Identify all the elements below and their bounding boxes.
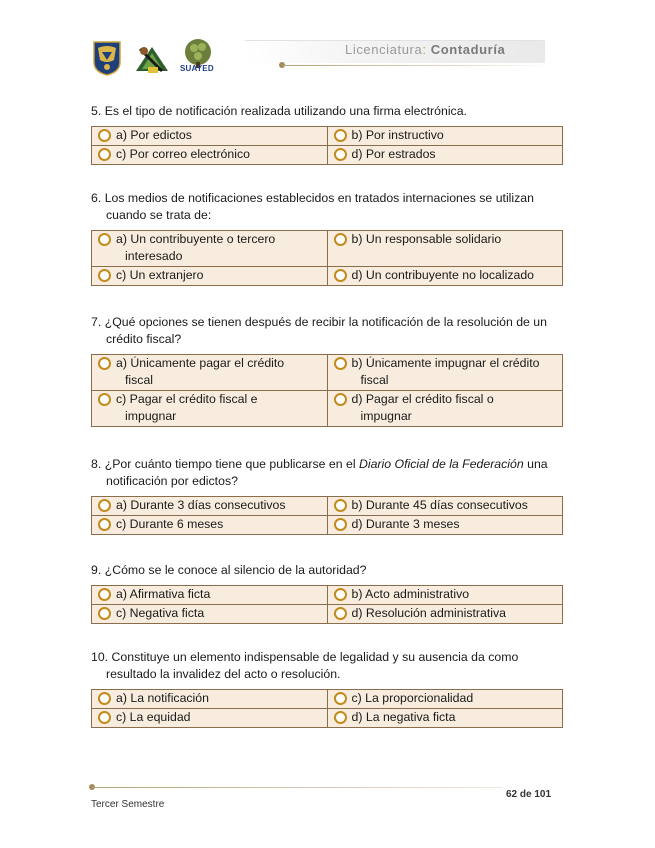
question-text: ¿Qué opciones se tienen después de recibir la notificación de la resolución de un [104,315,547,329]
radio-icon[interactable] [334,711,347,724]
question-text: Es el tipo de notificación realizada utilizando una firma electrónica. [104,104,467,118]
radio-icon[interactable] [98,233,111,246]
option-b[interactable]: c) La proporcionalidad [327,690,563,709]
radio-icon[interactable] [334,148,347,161]
radio-icon[interactable] [334,588,347,601]
option-c[interactable]: c) Pagar el crédito fiscal e impugnar [92,391,328,427]
option-a[interactable]: a) Únicamente pagar el crédito fiscal [92,355,328,391]
option-c[interactable]: c) Durante 6 meses [92,516,328,535]
question-number: 7. [91,315,102,329]
radio-icon[interactable] [98,711,111,724]
options-table [91,496,563,535]
question-text-cont: cuando se trata de: [106,208,212,222]
option-d[interactable]: d) Por estrados [327,146,563,165]
radio-icon[interactable] [334,499,347,512]
question-6 [91,190,563,286]
question-number: 10. [91,650,109,664]
radio-icon[interactable] [98,588,111,601]
program-title-name: Contaduría [430,42,506,57]
page-header [0,0,655,90]
radio-icon[interactable] [98,518,111,531]
radio-icon[interactable] [98,148,111,161]
option-a[interactable]: a) Por edictos [92,127,328,146]
radio-icon[interactable] [334,129,347,142]
program-title-colon: : [422,42,427,57]
question-7 [91,314,563,427]
question-text: ¿Por cuánto tiempo tiene que publicarse en el [104,457,359,471]
question-10 [91,649,563,728]
radio-icon[interactable] [334,357,347,370]
question-9 [91,562,563,624]
page-number: 62 de 101 [506,789,552,800]
option-a[interactable]: a) Un contribuyente o tercero interesado [92,231,328,267]
question-text: ¿Cómo se le conoce al silencio de la autoridad? [104,563,367,577]
question-text-cont: resultado la invalidez del acto o resolución. [106,667,341,681]
publication-name: Diario Oficial de la Federación [358,457,524,471]
fca-logo [132,41,172,77]
option-b[interactable]: b) Únicamente impugnar el crédito fiscal [327,355,563,391]
footer-rule [92,787,502,788]
option-d[interactable]: d) Pagar el crédito fiscal o impugnar [327,391,563,427]
question-text-tail: una [523,457,548,471]
option-c[interactable]: c) Un extranjero [92,267,328,286]
option-a[interactable]: a) La notificación [92,690,328,709]
option-d[interactable]: d) Resolución administrativa [327,605,563,624]
option-d[interactable]: d) La negativa ficta [327,709,563,728]
option-b[interactable]: b) Acto administrativo [327,586,563,605]
radio-icon[interactable] [334,233,347,246]
question-8 [91,456,563,535]
banner-rule [282,65,552,66]
question-text: Los medios de notificaciones establecidos en tratados internaciones se utilizan [104,191,534,205]
question-number: 5. [91,104,102,118]
question-text: Constituye un elemento indispensable de legalidad y su ausencia da como [111,650,519,664]
options-table [91,354,563,427]
option-a[interactable]: a) Afirmativa ficta [92,586,328,605]
option-b[interactable]: b) Durante 45 días consecutivos [327,497,563,516]
program-title-prefix: Licenciatura [345,42,423,57]
suayed-label: SUAYED [180,64,214,73]
radio-icon[interactable] [334,692,347,705]
radio-icon[interactable] [98,393,111,406]
question-number: 6. [91,191,102,205]
radio-icon[interactable] [98,129,111,142]
radio-icon[interactable] [334,518,347,531]
question-number: 8. [91,457,102,471]
unam-logo [92,40,122,76]
option-c[interactable]: c) Negativa ficta [92,605,328,624]
question-text-cont: crédito fiscal? [106,332,182,346]
program-title [345,42,505,57]
options-table [91,230,563,286]
question-5 [91,103,563,165]
option-c[interactable]: c) Por correo electrónico [92,146,328,165]
options-table [91,689,563,728]
option-c[interactable]: c) La equidad [92,709,328,728]
radio-icon[interactable] [334,393,347,406]
radio-icon[interactable] [98,499,111,512]
options-table [91,585,563,624]
radio-icon[interactable] [98,692,111,705]
options-table [91,126,563,165]
option-d[interactable]: d) Un contribuyente no localizado [327,267,563,286]
radio-icon[interactable] [98,269,111,282]
option-b[interactable]: b) Un responsable solidario [327,231,563,267]
option-a[interactable]: a) Durante 3 días consecutivos [92,497,328,516]
radio-icon[interactable] [98,357,111,370]
radio-icon[interactable] [98,607,111,620]
semester-label: Tercer Semestre [91,799,165,810]
option-b[interactable]: b) Por instructivo [327,127,563,146]
question-number: 9. [91,563,102,577]
question-text-cont: notificación por edictos? [106,474,238,488]
radio-icon[interactable] [334,269,347,282]
option-d[interactable]: d) Durante 3 meses [327,516,563,535]
radio-icon[interactable] [334,607,347,620]
